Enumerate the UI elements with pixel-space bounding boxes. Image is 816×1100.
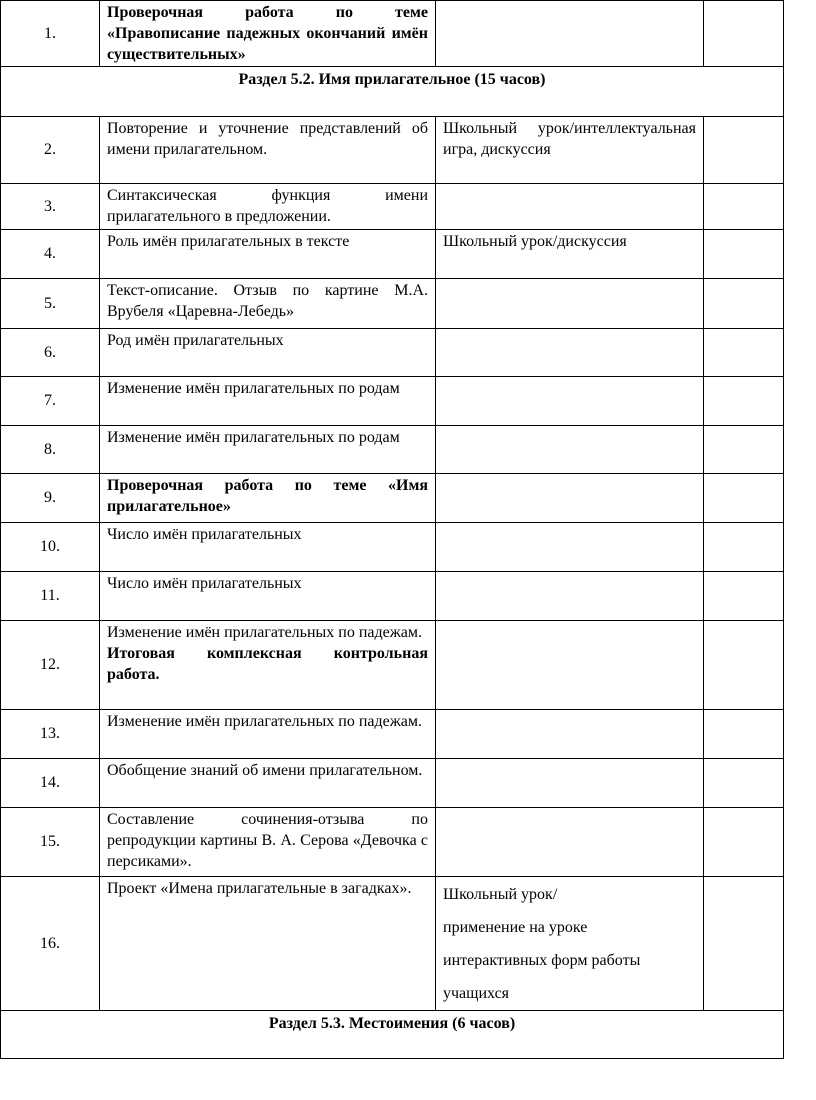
section-row [1, 1011, 784, 1059]
lesson-form [436, 621, 704, 710]
lesson-form [436, 710, 704, 759]
lesson-topic: Обобщение знаний об имени прилагательном. [100, 759, 436, 808]
extra-cell [704, 572, 784, 621]
lesson-topic [100, 621, 436, 710]
table-row [1, 759, 784, 808]
extra-cell [704, 710, 784, 759]
row-number: 6. [1, 329, 100, 377]
lesson-topic: Число имён прилагательных [100, 523, 436, 572]
extra-cell [704, 877, 784, 1011]
table-row [1, 184, 784, 230]
lesson-form [436, 184, 704, 230]
extra-cell [704, 1, 784, 67]
table-row [1, 279, 784, 329]
lesson-form [436, 808, 704, 877]
extra-cell [704, 329, 784, 377]
row-number: 4. [1, 230, 100, 279]
lesson-form-line: интерактивных форм работы [443, 952, 641, 969]
row-number: 11. [1, 572, 100, 621]
row-number: 12. [1, 621, 100, 710]
lesson-form-line: Школьный урок/ [443, 886, 558, 903]
lesson-form [436, 572, 704, 621]
extra-cell [704, 621, 784, 710]
lesson-form-line: применение на уроке [443, 919, 588, 936]
lesson-form [436, 523, 704, 572]
table-row [1, 426, 784, 474]
extra-cell [704, 759, 784, 808]
lesson-topic: Текст-описание. Отзыв по картине М.А. Врубеля «Царевна-Лебедь» [100, 279, 436, 329]
table-row [1, 230, 784, 279]
extra-cell [704, 426, 784, 474]
extra-cell [704, 474, 784, 523]
row-number: 7. [1, 377, 100, 426]
extra-cell [704, 117, 784, 184]
section-row [1, 67, 784, 117]
extra-cell [704, 377, 784, 426]
row-number: 9. [1, 474, 100, 523]
table-row [1, 808, 784, 877]
lesson-form [436, 329, 704, 377]
lesson-topic: Род имён прилагательных [100, 329, 436, 377]
row-number: 5. [1, 279, 100, 329]
section-heading: Раздел 5.2. Имя прилагательное (15 часов) [1, 67, 784, 117]
lesson-form [436, 759, 704, 808]
table-row [1, 621, 784, 710]
row-number: 15. [1, 808, 100, 877]
row-number: 14. [1, 759, 100, 808]
lesson-topic: Изменение имён прилагательных по родам [100, 426, 436, 474]
lesson-form [436, 426, 704, 474]
lesson-topic-text: Изменение имён прилагательных по падежам. [107, 624, 423, 641]
section-heading: Раздел 5.3. Местоимения (6 часов) [1, 1011, 784, 1059]
row-number: 1. [1, 1, 100, 67]
lesson-topic: Синтаксическая функция имени прилагательного в предложении. [100, 184, 436, 230]
row-number: 16. [1, 877, 100, 1011]
row-number: 13. [1, 710, 100, 759]
lesson-topic: Проверочная работа по теме «Правописание падежных окончаний имён существительных» [100, 1, 436, 67]
table-row [1, 377, 784, 426]
lesson-topic-note: Итоговая комплексная контрольная работа. [107, 645, 428, 683]
lesson-topic: Проект «Имена прилагательные в загадках». [100, 877, 436, 1011]
lesson-form [436, 877, 704, 1011]
table-row [1, 1, 784, 67]
lesson-form: Школьный урок/интеллектуальная игра, дискуссия [436, 117, 704, 184]
lesson-topic: Повторение и уточнение представлений об имени прилагательном. [100, 117, 436, 184]
extra-cell [704, 808, 784, 877]
table-row [1, 117, 784, 184]
lesson-topic: Изменение имён прилагательных по падежам. [100, 710, 436, 759]
lesson-topic: Число имён прилагательных [100, 572, 436, 621]
lesson-topic: Проверочная работа по теме «Имя прилагательное» [100, 474, 436, 523]
row-number: 3. [1, 184, 100, 230]
extra-cell [704, 523, 784, 572]
table-row [1, 710, 784, 759]
row-number: 10. [1, 523, 100, 572]
extra-cell [704, 184, 784, 230]
table-row [1, 523, 784, 572]
lesson-form-line: учащихся [443, 985, 510, 1002]
lesson-form [436, 1, 704, 67]
lesson-form: Школьный урок/дискуссия [436, 230, 704, 279]
row-number: 2. [1, 117, 100, 184]
table-row [1, 572, 784, 621]
lesson-form [436, 474, 704, 523]
lesson-topic: Составление сочинения-отзыва по репродукции картины В. А. Серова «Девочка с персиками». [100, 808, 436, 877]
lesson-topic: Роль имён прилагательных в тексте [100, 230, 436, 279]
extra-cell [704, 279, 784, 329]
table-row [1, 877, 784, 1011]
table-row [1, 329, 784, 377]
extra-cell [704, 230, 784, 279]
lesson-form [436, 377, 704, 426]
lesson-topic: Изменение имён прилагательных по родам [100, 377, 436, 426]
row-number: 8. [1, 426, 100, 474]
table-row [1, 474, 784, 523]
lesson-form [436, 279, 704, 329]
